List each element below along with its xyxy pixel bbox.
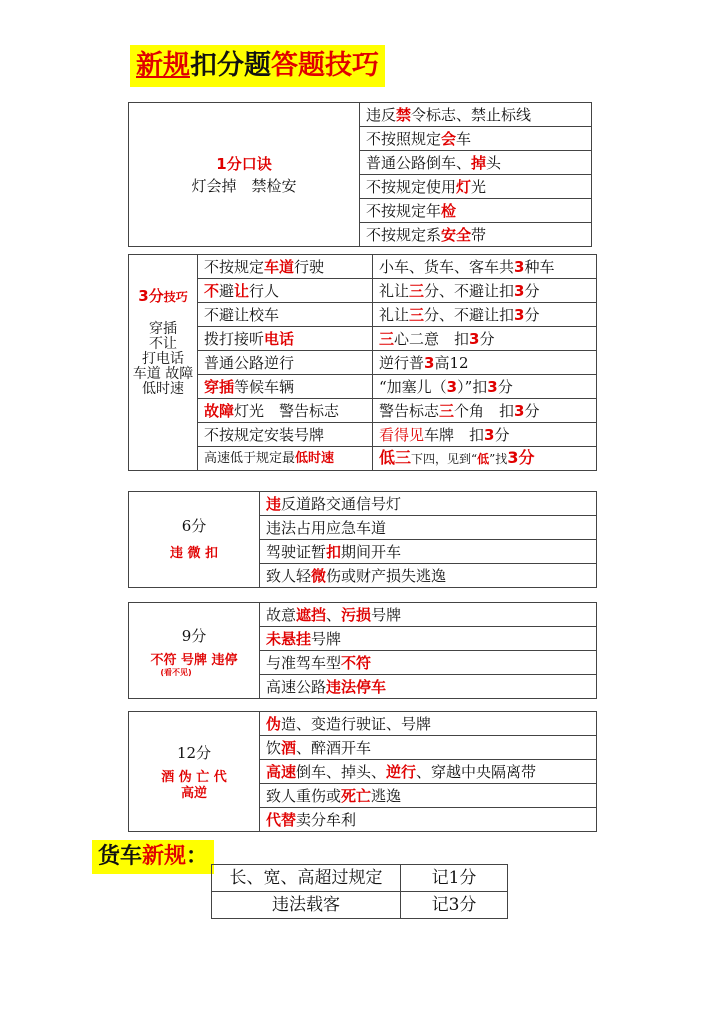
three-point-tip: “加塞儿（3）”扣3分 bbox=[373, 375, 597, 399]
nine-point-row: 与准驾车型不符 bbox=[260, 651, 597, 675]
three-point-mnemonic-line: 穿插 bbox=[149, 321, 177, 337]
truck-points: 记1分 bbox=[401, 865, 508, 892]
title-part-1: 新规 bbox=[136, 50, 190, 81]
nine-point-table bbox=[128, 602, 597, 699]
three-point-heading: 3分技巧 bbox=[138, 287, 188, 305]
title-part-2: 扣分题 bbox=[190, 50, 271, 81]
three-point-mnemonic-line: 车道 故障 bbox=[132, 366, 194, 382]
truck-rule: 长、宽、高超过规定 bbox=[212, 865, 401, 892]
one-point-row: 不按照规定会车 bbox=[360, 127, 592, 151]
three-point-rule: 拨打接听电话 bbox=[198, 327, 373, 351]
three-point-tip: 警告标志三个角 扣3分 bbox=[373, 399, 597, 423]
truck-heading-part-1: 货车 bbox=[98, 844, 143, 869]
three-point-tip: 三心二意 扣3分 bbox=[373, 327, 597, 351]
three-point-tip: 小车、货车、客车共3种车 bbox=[373, 255, 597, 279]
truck-heading bbox=[92, 840, 214, 874]
truck-table bbox=[211, 864, 508, 919]
nine-point-mnemonic-note: (看不见) bbox=[160, 667, 192, 677]
three-point-rule: 不按规定车道行驶 bbox=[198, 255, 373, 279]
one-point-mnemonic: 灯会掉 禁检安 bbox=[191, 176, 297, 195]
six-point-row: 违反道路交通信号灯 bbox=[260, 492, 597, 516]
nine-point-row: 高速公路违法停车 bbox=[260, 675, 597, 699]
six-point-label-cell bbox=[129, 492, 260, 588]
six-point-row: 驾驶证暂扣期间开车 bbox=[260, 540, 597, 564]
three-point-mnemonic-line: 低时速 bbox=[142, 381, 184, 397]
one-point-row: 不按规定系安全带 bbox=[360, 223, 592, 247]
twelve-point-row: 高速倒车、掉头、逆行、穿越中央隔离带 bbox=[260, 760, 597, 784]
three-point-rule: 穿插等候车辆 bbox=[198, 375, 373, 399]
truck-points: 记3分 bbox=[401, 892, 508, 919]
three-point-tip: 礼让三分、不避让扣3分 bbox=[373, 303, 597, 327]
one-point-label-cell bbox=[129, 103, 360, 247]
truck-rule: 违法载客 bbox=[212, 892, 401, 919]
one-point-heading: 1分口诀 bbox=[216, 154, 272, 173]
three-point-label-cell bbox=[129, 255, 198, 471]
three-point-mnemonic-line: 不让 bbox=[149, 336, 177, 352]
twelve-point-label-cell bbox=[129, 712, 260, 832]
three-point-mnemonic-line: 打电话 bbox=[142, 351, 184, 367]
three-point-tip: 逆行普3高12 bbox=[373, 351, 597, 375]
three-point-rule: 故障灯光 警告标志 bbox=[198, 399, 373, 423]
three-point-rule: 不避让校车 bbox=[198, 303, 373, 327]
twelve-point-mnemonic-2: 高逆 bbox=[180, 785, 207, 801]
nine-point-row: 未悬挂号牌 bbox=[260, 627, 597, 651]
twelve-point-row: 致人重伤或死亡逃逸 bbox=[260, 784, 597, 808]
three-point-rule: 高速低于规定最低时速 bbox=[198, 447, 373, 471]
twelve-point-mnemonic: 酒 伪 亡 代 bbox=[161, 769, 227, 785]
truck-heading-part-2: 新规 bbox=[142, 844, 187, 869]
one-point-table bbox=[128, 102, 592, 247]
nine-point-heading: 9分 bbox=[181, 626, 207, 645]
three-point-tip: 礼让三分、不避让扣3分 bbox=[373, 279, 597, 303]
six-point-row: 致人轻微伤或财产损失逃逸 bbox=[260, 564, 597, 588]
three-point-rule: 不按规定安装号牌 bbox=[198, 423, 373, 447]
one-point-row: 不按规定使用灯光 bbox=[360, 175, 592, 199]
nine-point-mnemonic: 不符 号牌 违停 bbox=[150, 652, 238, 668]
three-point-tip: 看得见车牌 扣3分 bbox=[373, 423, 597, 447]
six-point-row: 违法占用应急车道 bbox=[260, 516, 597, 540]
twelve-point-table bbox=[128, 711, 597, 832]
one-point-row: 不按规定年检 bbox=[360, 199, 592, 223]
twelve-point-row: 伪造、变造行驶证、号牌 bbox=[260, 712, 597, 736]
nine-point-row: 故意遮挡、污损号牌 bbox=[260, 603, 597, 627]
three-point-tip: 低三下四，见到“低”找3分 bbox=[373, 447, 597, 471]
one-point-row: 违反禁令标志、禁止标线 bbox=[360, 103, 592, 127]
six-point-table bbox=[128, 491, 597, 588]
twelve-point-row: 饮酒、醉酒开车 bbox=[260, 736, 597, 760]
six-point-heading: 6分 bbox=[181, 516, 207, 535]
nine-point-label-cell bbox=[129, 603, 260, 699]
twelve-point-row: 代替卖分牟利 bbox=[260, 808, 597, 832]
one-point-row: 普通公路倒车、掉头 bbox=[360, 151, 592, 175]
truck-heading-colon: ： bbox=[186, 844, 209, 869]
six-point-mnemonic: 违 微 扣 bbox=[169, 545, 219, 561]
title-part-3: 答题技巧 bbox=[271, 50, 379, 81]
page-title bbox=[130, 45, 385, 87]
three-point-rule: 不避让行人 bbox=[198, 279, 373, 303]
three-point-table bbox=[128, 254, 597, 471]
three-point-rule: 普通公路逆行 bbox=[198, 351, 373, 375]
twelve-point-heading: 12分 bbox=[176, 743, 212, 762]
